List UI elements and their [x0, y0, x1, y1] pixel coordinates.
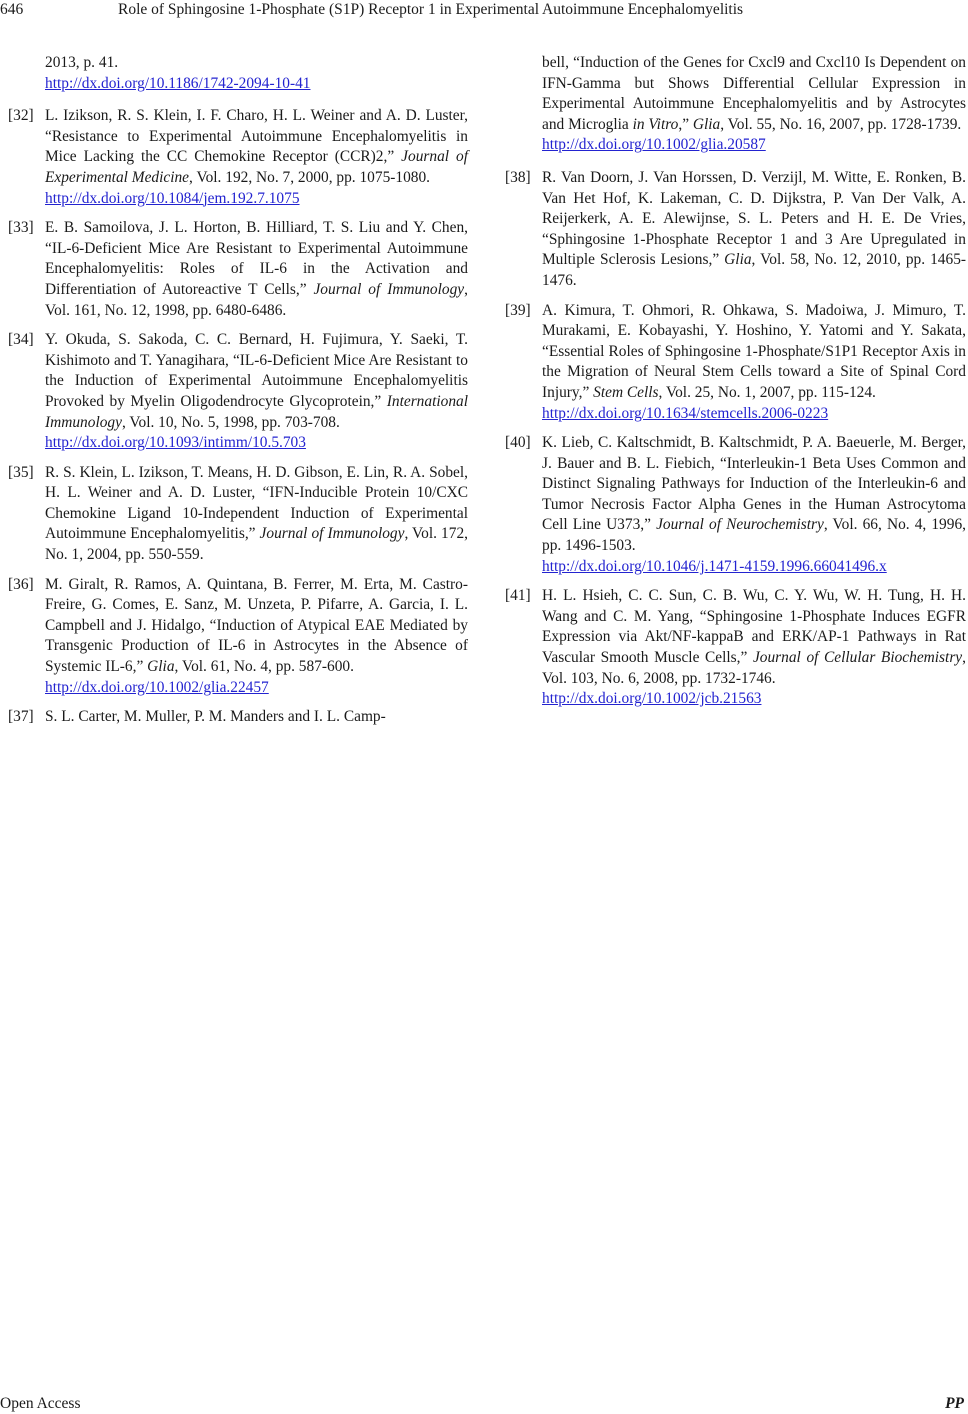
reference-list [8, 106, 468, 728]
reference-continuation [505, 53, 966, 156]
doi-link[interactable]: http://dx.doi.org/10.1002/glia.22457 [45, 678, 269, 696]
reference-authors-title: A. Kimura, T. Ohmori, R. Ohkawa, S. Madoiwa, J. Mimuro, T. Murakami, E. Kobayashi, Y. Hoshino, Y. Yatomi and Y. Sakata, “Essential Roles of Sphingosine 1-Phosphate/S1P1 Receptor Axis in the Migration of Neural Stem Cells toward a Site of Spinal Cord Injury,” [542, 301, 966, 401]
doi-link[interactable]: http://dx.doi.org/10.1084/jem.192.7.1075 [45, 189, 300, 207]
reference-number: [36] [8, 575, 34, 593]
reference-journal: International Immunology [45, 392, 468, 431]
reference-number: [37] [8, 708, 34, 726]
reference-text [45, 463, 468, 566]
doi-link[interactable]: http://dx.doi.org/10.1002/jcb.21563 [542, 690, 762, 708]
doi-link[interactable]: http://dx.doi.org/10.1046/j.1471-4159.1996.66041496.x [542, 557, 887, 575]
reference-number: [40] [505, 434, 531, 452]
reference-details: , Vol. 161, No. 12, 1998, pp. 6480-6486. [45, 280, 468, 319]
reference-italic: in Vitro [632, 115, 679, 133]
reference-item [8, 218, 468, 321]
reference-text [542, 586, 966, 689]
reference-text [542, 53, 966, 135]
reference-continuation [8, 53, 468, 94]
reference-number: [39] [505, 301, 531, 319]
reference-authors-title: R. S. Klein, L. Izikson, T. Means, H. D. Gibson, E. Lin, R. A. Sobel, H. L. Weiner and A. D. Luster, “IFN-Inducible Protein 10/CXC Chemokine Ligand 10-Independent Induction of Experimental Autoimmune Encephalomyelitis,” [45, 463, 468, 543]
reference-item [505, 586, 966, 710]
reference-number: [34] [8, 331, 34, 349]
reference-journal: Glia [147, 658, 175, 676]
reference-journal: Journal of Immunology [313, 280, 465, 298]
reference-item [505, 301, 966, 425]
reference-details: , Vol. 55, No. 16, 2007, pp. 1728-1739. [720, 115, 962, 133]
reference-item [8, 106, 468, 209]
reference-text [45, 106, 468, 188]
reference-number: [32] [8, 107, 34, 125]
reference-journal: Journal of Cellular Biochemistry [752, 649, 963, 667]
reference-item [8, 330, 468, 454]
reference-authors-title: H. L. Hsieh, C. C. Sun, C. B. Wu, C. Y. Wu, W. H. Tung, H. H. Wang and C. M. Yang, “Sphingosine 1-Phosphate Induces EGFR Expression via Akt/NF-kappaB and ERK/AP-1 Pathways in Rat Vascular Smooth Muscle Cells,” [542, 587, 966, 667]
reference-journal: Journal of Experimental Medicine [45, 148, 468, 186]
reference-text [542, 301, 966, 404]
reference-details: , Vol. 172, No. 1, 2004, pp. 550-559. [45, 525, 468, 564]
doi-link[interactable]: http://dx.doi.org/10.1002/glia.20587 [542, 136, 766, 154]
reference-text [45, 707, 468, 728]
reference-number: [41] [505, 587, 531, 605]
doi-link[interactable]: http://dx.doi.org/10.1093/intimm/10.5.703 [45, 434, 306, 452]
reference-details: , Vol. 58, No. 12, 2010, pp. 1465-1476. [542, 251, 967, 289]
reference-details: , Vol. 103, No. 6, 2008, pp. 1732-1746. [542, 649, 966, 687]
footer-publisher-mark: PP [945, 1395, 964, 1412]
reference-list [505, 168, 966, 710]
reference-details: , Vol. 66, No. 4, 1996, pp. 1496-1503. [542, 516, 966, 555]
reference-text: 2013, p. 41. [45, 54, 119, 71]
reference-authors-title: M. Giralt, R. Ramos, A. Quintana, B. Ferrer, M. Erta, M. Castro-Freire, G. Comes, E. Sanz, M. Unzeta, P. Pifarre, A. Garcia, I. L. Campbell and J. Hidalgo, “Induction of Atypical EAE Mediated by Transgenic Production of IL-6 in Astrocytes in the Absence of Systemic IL-6,” [45, 575, 468, 676]
reference-number: [38] [505, 168, 531, 186]
reference-item [8, 707, 468, 728]
reference-text [542, 433, 966, 557]
reference-journal: Stem Cells [593, 383, 659, 401]
reference-item [505, 433, 966, 577]
reference-authors-title: bell, “Induction of the Genes for Cxcl9 and Cxcl10 Is Dependent on IFN-Gamma but Shows Differential Cellular Expression in Experimental Autoimmune Encephalomyelitis and by Astrocytes and Microglia [542, 54, 966, 133]
reference-number: [33] [8, 219, 34, 237]
page-number: 646 [0, 1, 24, 18]
reference-authors-title: S. L. Carter, M. Muller, P. M. Manders and I. L. Camp- [45, 708, 386, 726]
reference-text [45, 330, 468, 433]
reference-details: , Vol. 61, No. 4, pp. 587-600. [174, 658, 354, 676]
reference-number: [35] [8, 463, 34, 481]
reference-journal: Glia [724, 251, 752, 269]
reference-authors-title: L. Izikson, R. S. Klein, I. F. Charo, H. L. Weiner and A. D. Luster, “Resistance to Experimental Autoimmune Encephalomyelitis in Mice Lacking the CC Chemokine Receptor (CCR)2,” [45, 107, 468, 166]
page-footer [0, 1394, 968, 1414]
running-title: Role of Sphingosine 1-Phosphate (S1P) Receptor 1 in Experimental Autoimmune Encephalomyelitis [118, 1, 744, 18]
reference-journal: Journal of Neurochemistry [656, 516, 824, 534]
reference-authors-title: R. Van Doorn, J. Van Horssen, D. Verzijl, M. Witte, E. Ronken, B. Van Het Hof, K. Lakeman, C. D. Dijkstra, P. Van Der Valk, A. Reijerkerk, A. E. Alewijnse, S. L. Peters and H. E. De Vries, “Sphingosine 1-Phosphate Receptor 1 and 3 Are Upregulated in Multiple Sclerosis Lesions,” [542, 168, 966, 269]
reference-journal: Glia [692, 115, 721, 133]
reference-item [8, 463, 468, 566]
reference-item [8, 575, 468, 699]
reference-details: , Vol. 10, No. 5, 1998, pp. 703-708. [121, 413, 340, 431]
reference-details: , Vol. 192, No. 7, 2000, pp. 1075-1080. [189, 168, 431, 186]
reference-item [505, 168, 966, 292]
reference-authors-title: E. B. Samoilova, J. L. Horton, B. Hilliard, T. S. Liu and Y. Chen, “IL-6-Deficient Mice Are Resistant to Experimental Autoimmune Encephalomyelitis: Roles of IL-6 in the Activation and Differentiation of Autoreactive T Cells,” [45, 219, 468, 298]
reference-authors-title: K. Lieb, C. Kaltschmidt, B. Kaltschmidt, P. A. Baeuerle, M. Berger, J. Bauer and B. L. Fiebich, “Interleukin-1 Beta Uses Common and Distinct Signaling Pathways for Induction of the Interleukin-6 and Tumor Necrosis Factor Alpha Genes in the Human Astrocytoma Cell Line U373,” [542, 434, 966, 534]
reference-text [45, 575, 468, 678]
right-column [505, 53, 966, 719]
footer-open-access: Open Access [0, 1395, 81, 1412]
reference-details: , Vol. 25, No. 1, 2007, pp. 115-124. [658, 383, 876, 401]
reference-text [45, 218, 468, 321]
reference-authors-title: Y. Okuda, S. Sakoda, C. C. Bernard, H. Fujimura, Y. Saeki, T. Kishimoto and T. Yanagihara, “IL-6-Deficient Mice Are Resistant to the Induction of Experimental Autoimmune Encephalomyelitis Provoked by Myelin Oligodendrocyte Glycoprotein,” [45, 331, 468, 410]
doi-link[interactable]: http://dx.doi.org/10.1634/stemcells.2006-0223 [542, 404, 829, 422]
page-header [0, 0, 968, 24]
reference-punct: ,” [678, 115, 693, 133]
left-column [8, 53, 468, 737]
reference-text [542, 168, 966, 292]
doi-link[interactable]: http://dx.doi.org/10.1186/1742-2094-10-41 [45, 74, 311, 92]
reference-journal: Journal of Immunology [259, 525, 405, 543]
